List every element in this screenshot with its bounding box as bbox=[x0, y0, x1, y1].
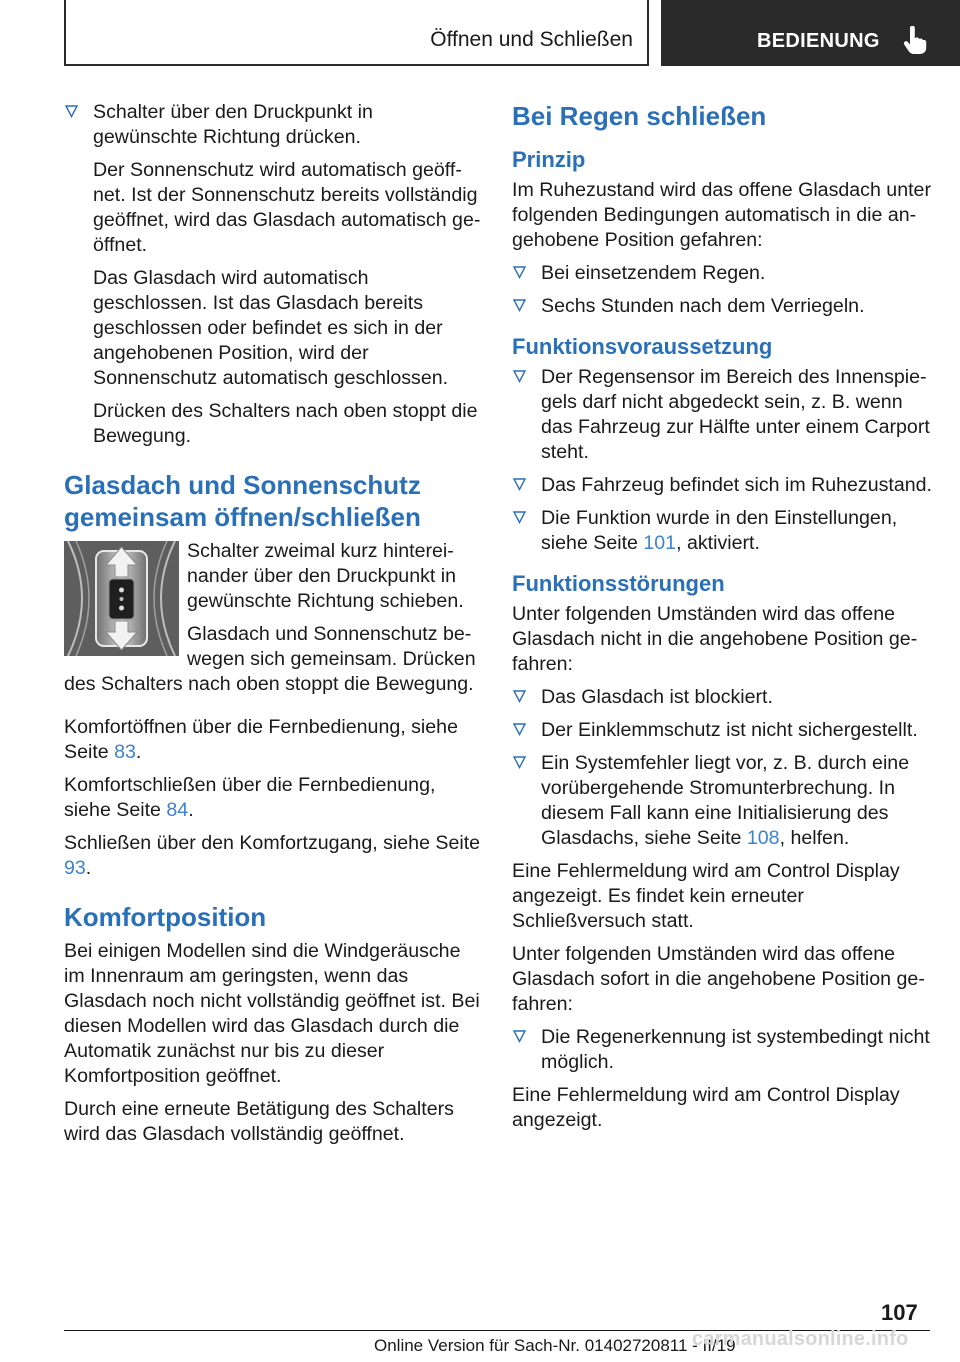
triangle-bullet-icon bbox=[513, 265, 526, 279]
list-item: Der Einklemmschutz ist nicht sichergestellt. bbox=[512, 718, 932, 743]
online-version-note: Online Version für Sach-Nr. 01402720811 - II/19 bbox=[374, 1336, 736, 1355]
paragraph: Durch eine erneute Betätigung des Schalters wird das Glasdach vollständig geöffnet. bbox=[64, 1098, 454, 1145]
paragraph: Bei einigen Modellen sind die Windgeräusche im Innenraum am geringsten, wenn das Glasdach noch nicht vollständig geöffnet ist. Bei diesen Modellen wird das Glasdach durch die Automatik zunächst nur bis zu dieser Komfortposition geöffnet. bbox=[64, 940, 480, 1087]
chapter-tab bbox=[64, 0, 649, 66]
watermark: carmanualsonline.info bbox=[692, 1328, 909, 1350]
subsection-heading: Funktionsvoraussetzung bbox=[512, 334, 773, 359]
page-link[interactable]: 93 bbox=[64, 857, 86, 879]
list-item: Die Funktion wurde in den Einstellungen, siehe Seite 101, aktiviert. bbox=[512, 506, 932, 556]
switch-figure-block bbox=[64, 539, 482, 705]
section-heading: Komfortposition bbox=[64, 902, 267, 932]
paragraph: Komfortschließen über die Fernbedienung, siehe Seite 84. bbox=[64, 774, 436, 821]
paragraph: Der Sonnenschutz wird automatisch geöffnet. Ist der Sonnenschutz bereits vollständig geöffnet, wird das Glasdach automatisch geöffnet. bbox=[93, 159, 481, 256]
list-item bbox=[64, 100, 482, 150]
section-heading: Glasdach und Sonnenschutz gemeinsam öffnen/schließen bbox=[64, 470, 421, 532]
pointing-hand-icon bbox=[901, 26, 929, 56]
left-column bbox=[64, 100, 482, 1155]
triangle-bullet-icon bbox=[513, 369, 526, 383]
triangle-bullet-icon bbox=[513, 722, 526, 736]
paragraph: Drücken des Schalters nach oben stoppt die Bewegung. bbox=[93, 400, 478, 447]
paragraph: Schalter zweimal kurz hintereinander über den Druckpunkt in gewünschte Richtung schieben. bbox=[187, 540, 464, 612]
paragraph: Im Ruhezustand wird das offene Glasdach unter folgenden Bedingungen automatisch in die angehobene Position gefahren: bbox=[512, 179, 931, 251]
page-number: 107 bbox=[881, 1300, 918, 1325]
paragraph: Das Glasdach wird automatisch geschlossen. Ist das Glasdach bereits geschlossen oder befindet es sich in der angehobenen Position, wird der Sonnenschutz automatisch geschlossen. bbox=[93, 267, 449, 389]
paragraph: Komfortöffnen über die Fernbedienung, siehe Seite 83. bbox=[64, 716, 458, 763]
list-item: Der Regensensor im Bereich des Innenspiegels darf nicht abgedeckt sein, z. B. wenn das Fahrzeug zur Hälfte unter einem Carport steht. bbox=[512, 365, 932, 465]
section-title: BEDIENUNG bbox=[757, 30, 880, 52]
paragraph: Schließen über den Komfortzugang, siehe Seite 93. bbox=[64, 832, 481, 879]
list-item-text: Schalter über den Druckpunkt in gewünschte Richtung drücken. bbox=[93, 101, 373, 148]
paragraph: Eine Fehlermeldung wird am Control Display angezeigt. Es findet kein erneuter Schließversuch statt. bbox=[512, 860, 900, 932]
triangle-bullet-icon bbox=[513, 298, 526, 312]
triangle-bullet-icon bbox=[513, 689, 526, 703]
chapter-title: Öffnen und Schließen bbox=[430, 28, 633, 51]
section-heading: Bei Regen schließen bbox=[512, 101, 767, 131]
list-item: Das Fahrzeug befindet sich im Ruhezustand. bbox=[512, 473, 932, 498]
list-item: Bei einsetzendem Regen. bbox=[512, 261, 932, 286]
page-link[interactable]: 108 bbox=[746, 827, 780, 849]
triangle-bullet-icon bbox=[513, 755, 526, 769]
triangle-bullet-icon bbox=[513, 477, 526, 491]
section-tab bbox=[661, 0, 960, 66]
triangle-bullet-icon bbox=[513, 1029, 526, 1043]
right-column bbox=[512, 100, 932, 1141]
triangle-bullet-icon bbox=[65, 104, 78, 118]
list-item: Das Glasdach ist blockiert. bbox=[512, 685, 932, 710]
subsection-heading: Funktionsstörungen bbox=[512, 571, 725, 596]
list-item: Sechs Stunden nach dem Verriegeln. bbox=[512, 294, 932, 319]
list-item: Die Regenerkennung ist systembedingt nicht möglich. bbox=[512, 1025, 932, 1075]
triangle-bullet-icon bbox=[513, 510, 526, 524]
list-item: Ein Systemfehler liegt vor, z. B. durch eine vorübergehende Stromunterbrechung. In diesem Fall kann eine Initialisierung des Glasdachs, siehe Seite 108, helfen. bbox=[512, 751, 932, 851]
paragraph: Glasdach und Sonnenschutz bewegen sich gemeinsam. Drücken des Schalters nach oben stoppt die Bewegung. bbox=[64, 623, 476, 695]
subsection-heading: Prinzip bbox=[512, 147, 586, 172]
roof-switch-illustration bbox=[64, 541, 179, 656]
paragraph: Unter folgenden Umständen wird das offene Glasdach nicht in die angehobene Position gefahren: bbox=[512, 603, 918, 675]
paragraph: Eine Fehlermeldung wird am Control Display angezeigt. bbox=[512, 1084, 900, 1131]
page-link[interactable]: 83 bbox=[114, 741, 136, 763]
page-link[interactable]: 84 bbox=[166, 799, 189, 821]
page-link[interactable]: 101 bbox=[643, 532, 677, 554]
paragraph: Unter folgenden Umständen wird das offene Glasdach sofort in die angehobene Position gefahren: bbox=[512, 943, 925, 1015]
